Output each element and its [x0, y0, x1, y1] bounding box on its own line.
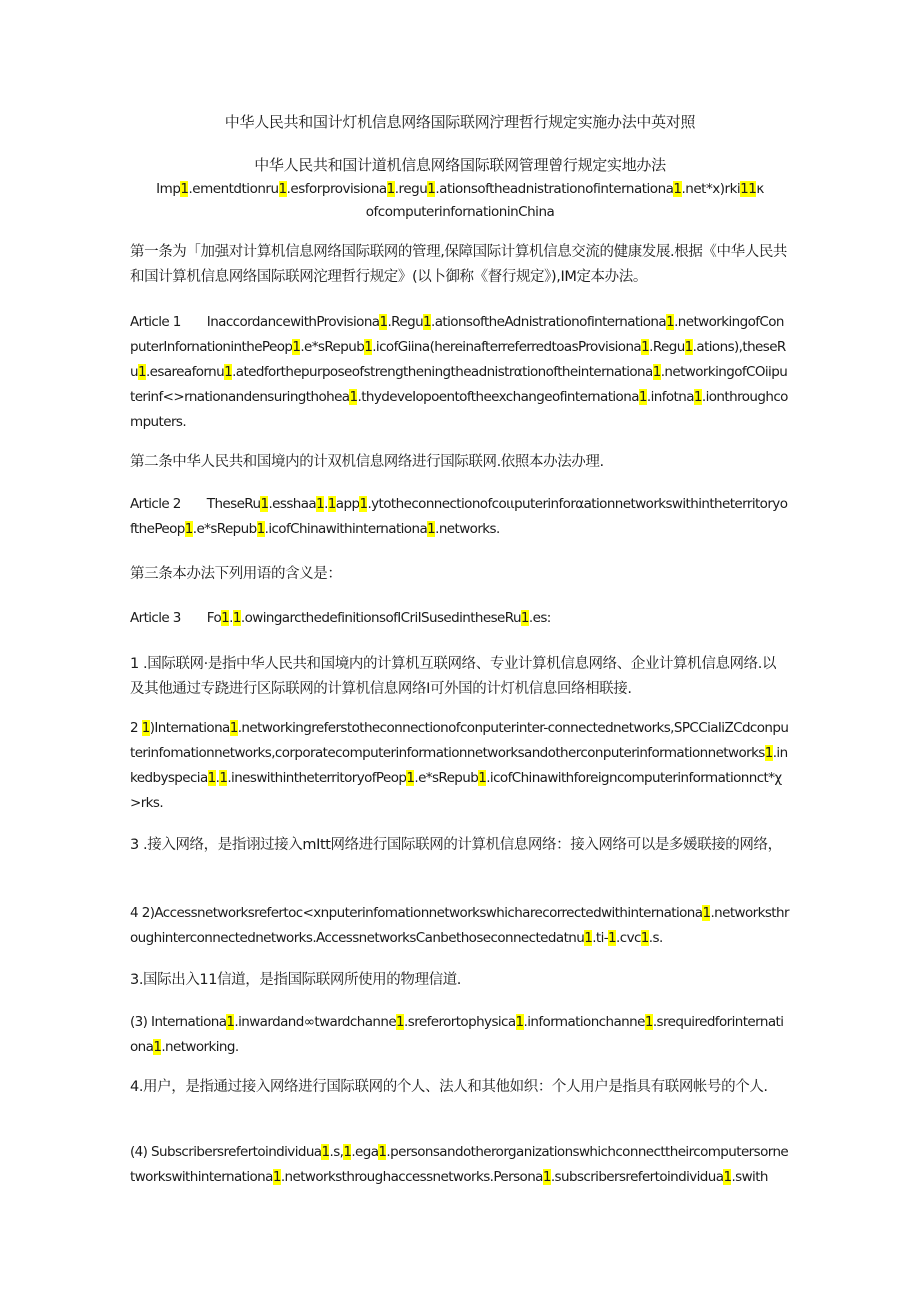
- paragraph-definition-3-en: [130, 1010, 790, 1060]
- paragraph-article-2-cn: [130, 450, 790, 475]
- paragraph-definition-3-cn: [130, 968, 790, 993]
- paragraph-definition-4-cn: [130, 1075, 790, 1100]
- paragraph-definition-1-cn: [130, 652, 790, 702]
- paragraph-definition-1-en: [130, 716, 790, 816]
- paragraph-text: Fo1.1.owingarcthedefinitionsofICriISusedintheseRu1.es:: [206, 610, 551, 626]
- paragraph-text: 3 .接入网络，是指诩过接入mItt网络进行国际联网的计算机信息网络：接入网络可以是多媛联接的网络，: [130, 837, 782, 853]
- paragraph-article-2-en: [130, 492, 790, 542]
- paragraph-article-1-cn: [130, 240, 790, 290]
- paragraph-text: 第一条为「加强对计算机信息网络国际联网的管理,保障国际计算机信息交流的健康发展.根据《中华人民共和国计算机信息网络国际联网沱理哲行规定》(以卜御称《督行规定》),IM定本办法。: [130, 244, 788, 285]
- article-label: Article 3: [130, 610, 181, 626]
- paragraph-text: 第二条中华人民共和国境内的计双机信息网络进行国际联网.依照本办法办理.: [130, 454, 604, 470]
- subtitle-en-line-1: Imp1.ementdtionru1.esforprovisiona1.regu1.ationsoftheadnistrationofinternationa1.net*x)rki11κ: [156, 181, 764, 197]
- document-subtitle-en: [0, 178, 920, 224]
- paragraph-article-1-en: [130, 310, 790, 435]
- document-subtitle-cn: 中华人民共和国计道机信息网络国际联网管理曾行规定实地办法: [254, 156, 666, 174]
- article-label: Article 2: [130, 496, 181, 512]
- paragraph-text: (3) Internationa1.inwardand∞twardchanne1.sreferortophysica1.informationchanne1.srequiredforinternationa1.networking.: [130, 1014, 784, 1055]
- paragraph-article-3-en: [130, 606, 790, 631]
- paragraph-definition-2-en: [130, 901, 790, 951]
- paragraph-text: 4 2)Accessnetworksrefertoc<xnputerinfomationnetworkswhicharecorrectedwithinternationa1.networksthroughinterconnectednetworks.AccessnetworksCanbethoseconnectedatnu1.ti-1.cvc1.s.: [130, 905, 789, 946]
- article-label: Article 1: [130, 314, 181, 330]
- paragraph-text: 第三条本办法下列用语的含义是：: [130, 566, 342, 582]
- paragraph-text: 4.用户，是指通过接入网络进行国际联网的个人、法人和其他如织：个人用户是指具有联网帐号的个人.: [130, 1079, 768, 1095]
- paragraph-definition-4-en: [130, 1140, 790, 1190]
- paragraph-text: 3.国际出入11信道，是指国际联网所使用的物理信道.: [130, 972, 461, 988]
- paragraph-text: TheseRu1.esshaa1.1app1.ytotheconnectionofcoιιputerinforαationnetworkswithintheterritoryofthePeop1.e*sRepub1.icofChinawithinternationa1.networks.: [130, 496, 788, 537]
- paragraph-text: 2 1)Internationa1.networkingreferstotheconnectionofconputerinter-connectednetworks,SPCCiaIiZCdconputerinfomationnetworks,corporatecomputerinformationnetworksandotherconputerinformationnetworks1.inkedbyspecia1.1.ineswithintheterritoryofPeop1.e*sRepub1.icofChinawithforeigncomputerinformationnct*χ>rks.: [130, 720, 789, 811]
- document-title: 中华人民共和国计灯机信息网络国际联网泞理哲行规定实施办法中英对照: [224, 113, 696, 131]
- paragraph-text: (4) Subscribersrefertoindividua1.s,1.ega1.personsandotherorganizationswhichconnecttheircomputersornetworkswithinternationa1.networksthroughaccessnetworks.Persona1.subscribersrefertoindividua1.swith: [130, 1144, 789, 1185]
- paragraph-text: InaccordancewithProvisiona1.Regu1.ationsoftheAdnistrationofinternationa1.networkingofConputerInfornationinthePeop1.e*sRepub1.icofGiina(hereinafterreferredtoasProvisiona1.Regu1.ations),theseRu1.esareafornu1.atedforthepurposeofstrengtheningtheadnistrαtionoftheinternationa1.networkingofCOiiputerinf<>rnationandensuringthohea1.thydeveIopoentoftheexchangeofinternationa1.infotna1.ionthroughcomputers.: [130, 314, 788, 430]
- subtitle-en-line-2: ofcomputerinfornationinChina: [365, 204, 555, 220]
- paragraph-article-3-cn: [130, 562, 790, 587]
- paragraph-text: 1 .国际联网·是指中华人民共和国境内的计算机互联网络、专业计算机信息网络、企业计算机信息网络.以及其他通过专跷进行区际联网的计算机信息网络I可外国的计灯机信息回络相联接.: [130, 656, 777, 697]
- paragraph-definition-2-cn: [130, 833, 790, 858]
